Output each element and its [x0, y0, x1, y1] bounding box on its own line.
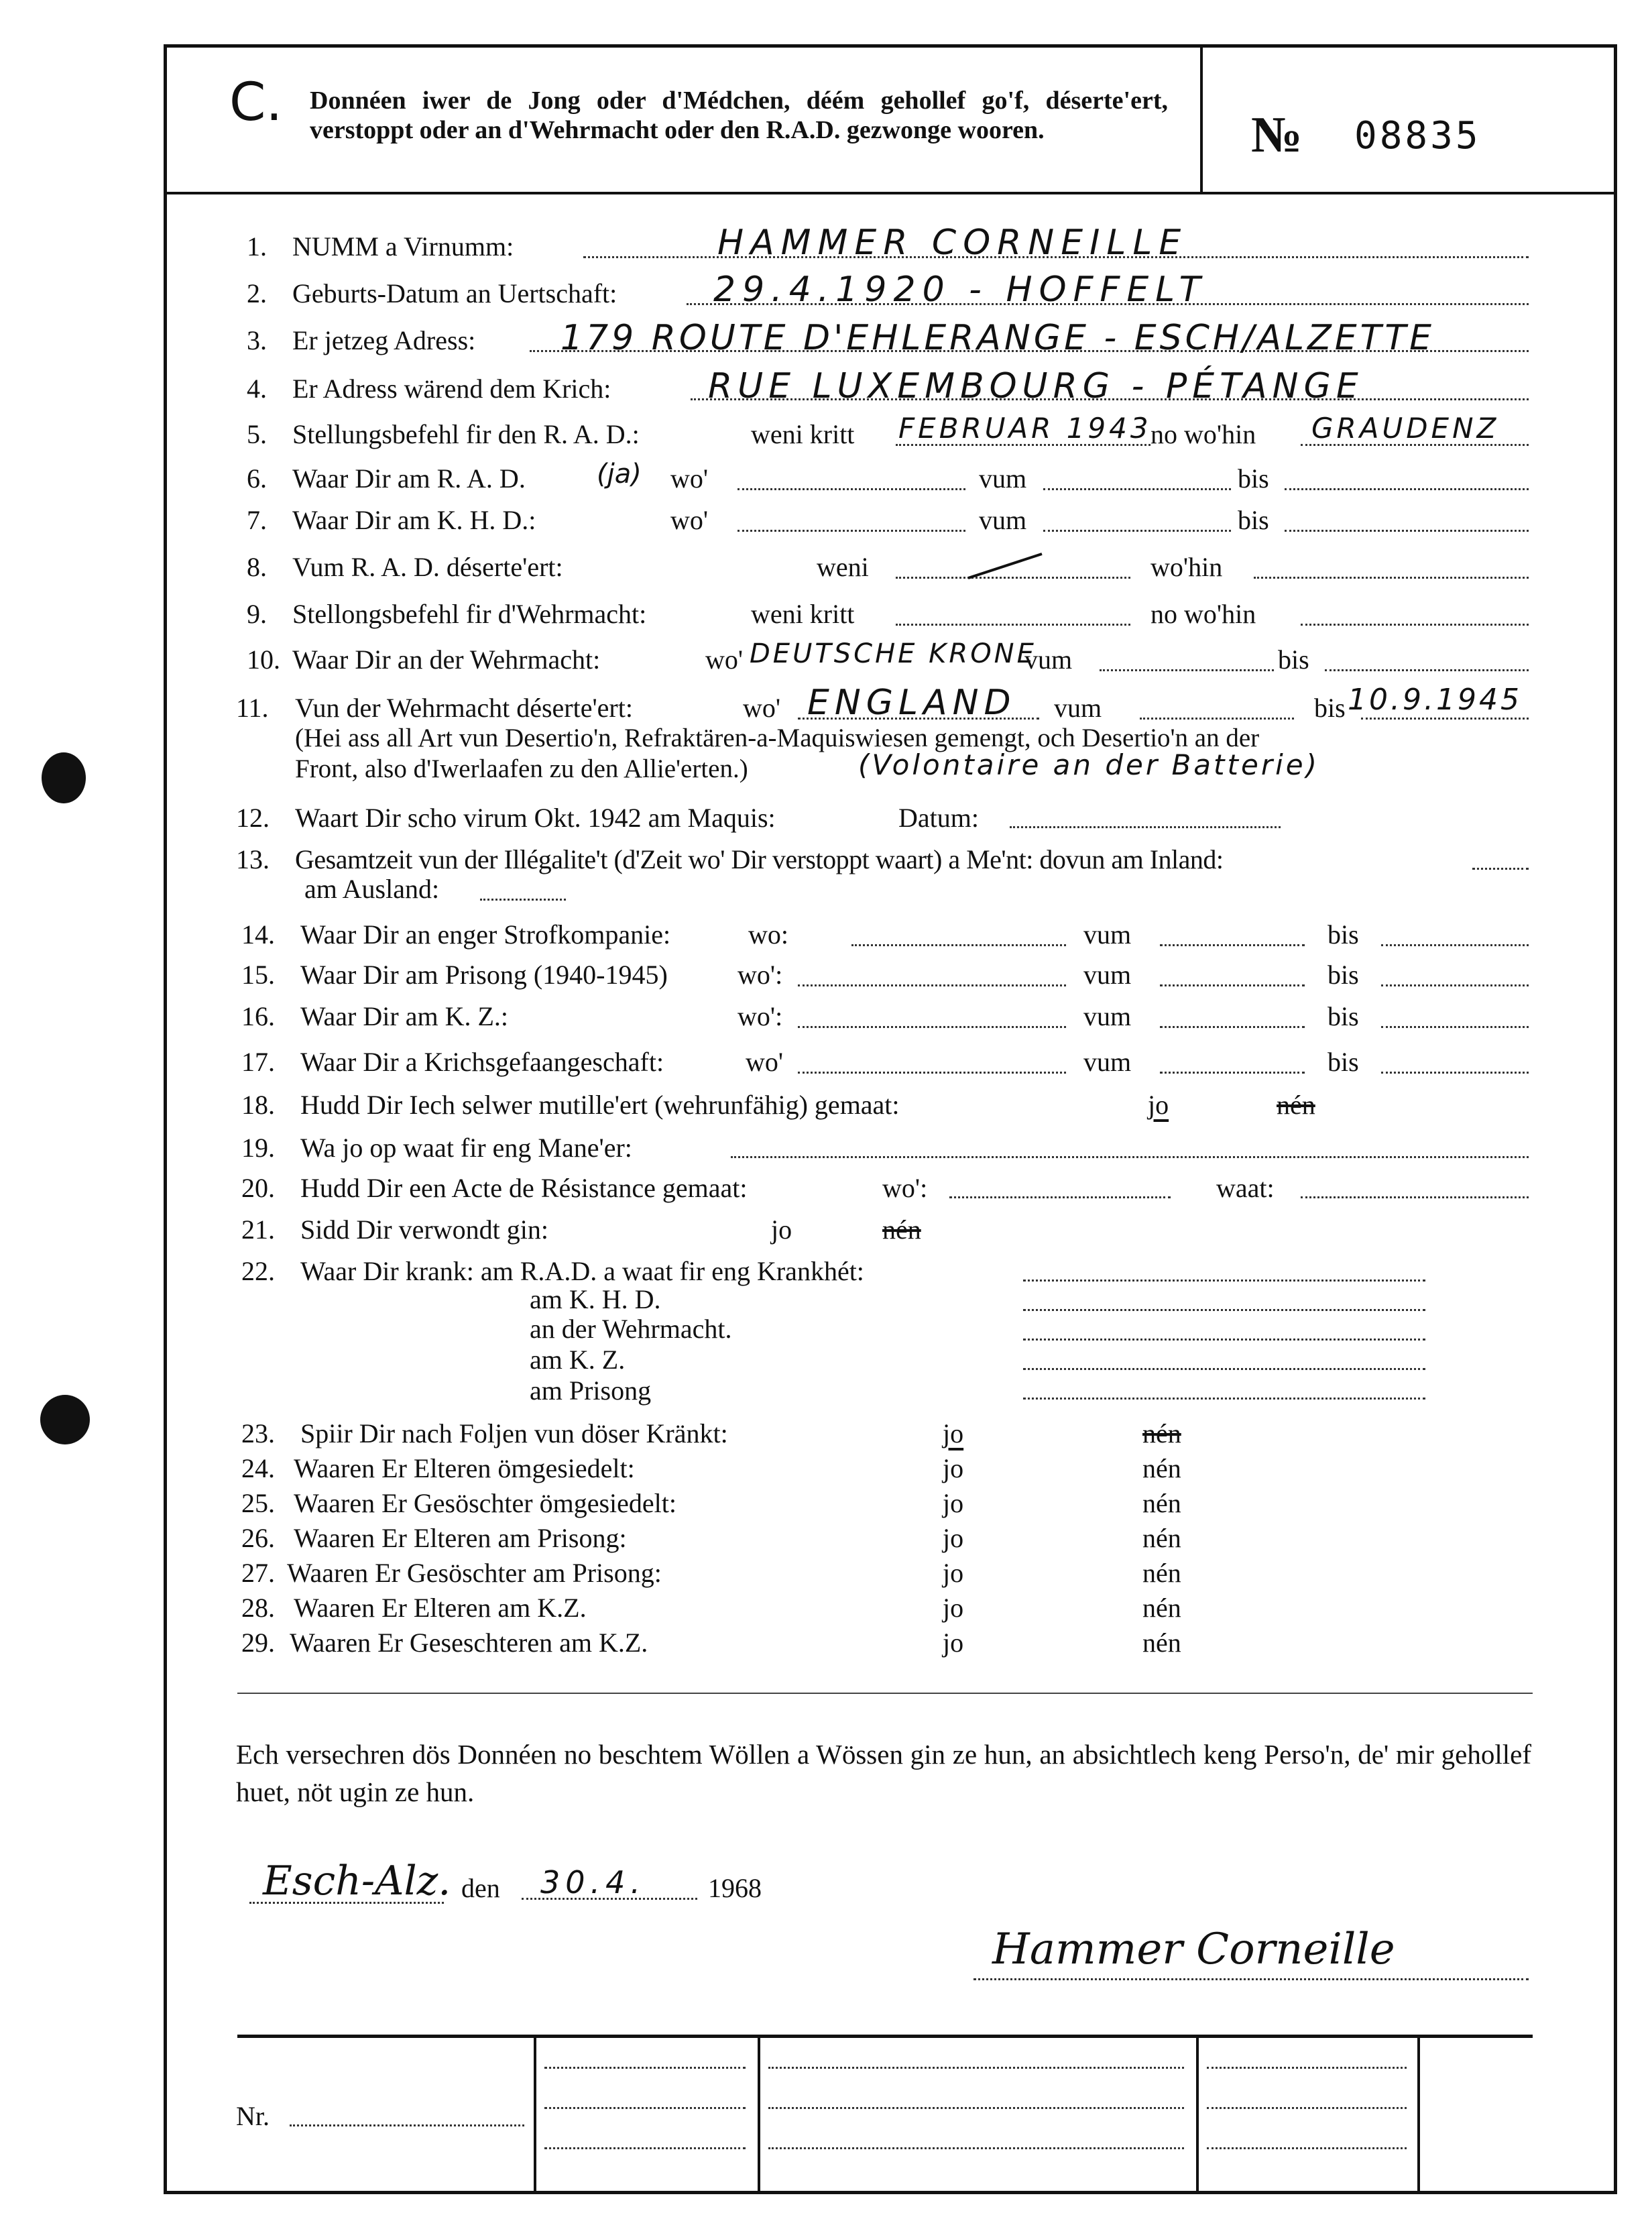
row-1-num: 1. — [247, 231, 267, 262]
row-7-wo: wo' — [670, 505, 709, 535]
row-9-weni: weni kritt — [751, 599, 855, 629]
row-25-num: 25. — [241, 1488, 275, 1518]
row-3-num: 3. — [247, 325, 267, 355]
row-16-num: 16. — [241, 1001, 275, 1031]
row-19-line — [731, 1156, 1529, 1158]
row-11-label: Vun der Wehrmacht déserte'ert: — [295, 693, 633, 723]
row-1-label: NUMM a Virnumm: — [292, 231, 514, 262]
row-29-label: Waaren Er Geseschteren am K.Z. — [290, 1628, 648, 1658]
footer-cell-a1 — [544, 2067, 746, 2069]
row-6-wo: wo' — [670, 463, 709, 494]
footer-cell-a2 — [544, 2107, 746, 2109]
footer-nr-label: Nr. — [236, 2101, 270, 2131]
row-22-sub-1: am K. H. D. — [530, 1284, 661, 1314]
row-7-bis: bis — [1238, 505, 1269, 535]
signature-line — [973, 1978, 1529, 1980]
row-4-value[interactable]: RUE LUXEMBOURG - PÉTANGE — [708, 366, 1364, 406]
row-10-bis-line — [1325, 669, 1529, 671]
row-14-wo-line — [851, 944, 1066, 946]
row-11-note-1: (Hei ass all Art vun Desertio'n, Refraktären-a-Maquiswiesen gemengt, och Desertio'n an der — [295, 724, 1260, 752]
row-13-inland-line — [1472, 868, 1529, 870]
row-14-vum: vum — [1083, 919, 1132, 950]
punch-hole-bottom — [40, 1395, 90, 1444]
footer-cell-b2 — [768, 2107, 1184, 2109]
den-label: den — [461, 1873, 500, 1903]
row-2-label: Geburts-Datum an Uertschaft: — [292, 278, 617, 308]
row-10-vum: vum — [1024, 644, 1073, 675]
row-14-label: Waar Dir an enger Strofkompanie: — [300, 919, 671, 950]
row-23-label: Spiir Dir nach Foljen vun döser Kränkt: — [300, 1418, 728, 1448]
declaration-text: Ech versechren dös Donnéen no beschtem Wöllen a Wössen gin ze hun, an absichtlech keng Perso'n, de' mir gehollef huet, nöt ugin ze hun. — [236, 1739, 1531, 1807]
row-22-num: 22. — [241, 1256, 275, 1286]
row-19-num: 19. — [241, 1133, 275, 1163]
row-12-line — [1010, 826, 1281, 828]
row-2-num: 2. — [247, 278, 267, 308]
row-14-num: 14. — [241, 919, 275, 950]
row-26-label: Waaren Er Elteren am Prisong: — [294, 1523, 627, 1553]
row-6-bis-line — [1285, 488, 1529, 490]
declaration-separator — [237, 1693, 1533, 1694]
row-23-jo[interactable]: jo — [943, 1418, 964, 1448]
row-29-jo[interactable]: jo — [943, 1628, 964, 1658]
row-6-num: 6. — [247, 463, 267, 494]
row-27-label: Waaren Er Gesöschter am Prisong: — [287, 1558, 662, 1588]
row-11-note-2: Front, also d'Iwerlaafen zu den Allie'erten.) — [295, 754, 748, 783]
row-10-wo: wo' — [705, 644, 744, 675]
punch-hole-top — [42, 752, 86, 803]
row-17-vum: vum — [1083, 1047, 1132, 1077]
row-11-num: 11. — [236, 693, 269, 723]
place-line — [249, 1902, 444, 1904]
row-11-value[interactable]: ENGLAND — [807, 683, 1016, 723]
row-24-num: 24. — [241, 1453, 275, 1483]
row-6-vum: vum — [979, 463, 1027, 494]
row-9-wohin: no wo'hin — [1150, 599, 1256, 629]
row-24-jo[interactable]: jo — [943, 1453, 964, 1483]
row-9-wohin-line — [1301, 624, 1529, 626]
row-26-jo[interactable]: jo — [943, 1523, 964, 1553]
footer-col-3 — [1196, 2035, 1199, 2194]
row-11-wo: wo' — [743, 693, 781, 723]
row-22-line-1 — [1023, 1279, 1425, 1282]
row-3-label: Er jetzeg Adress: — [292, 325, 476, 355]
row-15-wo-line — [798, 984, 1066, 986]
number-sign: № — [1251, 107, 1303, 163]
row-7-wo-line — [738, 530, 965, 532]
row-6-mark[interactable]: (ja) — [597, 459, 642, 490]
row-25-jo[interactable]: jo — [943, 1488, 964, 1518]
row-27-nen[interactable]: nén — [1142, 1558, 1181, 1588]
row-15-vum: vum — [1083, 960, 1132, 990]
row-25-label: Waaren Er Gesöschter ömgesiedelt: — [294, 1488, 676, 1518]
row-15-num: 15. — [241, 960, 275, 990]
row-22-sub-3: am K. Z. — [530, 1345, 626, 1375]
row-5-where-value[interactable]: GRAUDENZ — [1311, 412, 1500, 445]
row-16-wo: wo': — [738, 1001, 783, 1031]
row-10-label: Waar Dir an der Wehrmacht: — [292, 644, 601, 675]
footer-col-1 — [534, 2035, 536, 2194]
row-27-num: 27. — [241, 1558, 275, 1588]
form-number: 08835 — [1354, 114, 1481, 158]
row-3-value[interactable]: 179 ROUTE D'EHLERANGE - ESCH/ALZETTE — [560, 318, 1435, 358]
row-18-nen[interactable]: nén — [1277, 1090, 1315, 1120]
row-9-label: Stellongsbefehl fir d'Wehrmacht: — [292, 599, 647, 629]
row-28-jo[interactable]: jo — [943, 1593, 964, 1623]
row-11-vum-line — [1140, 718, 1294, 720]
row-15-bis-line — [1381, 984, 1529, 986]
footer-cell-b1 — [768, 2067, 1184, 2069]
row-13-num: 13. — [236, 844, 270, 874]
row-15-vum-line — [1160, 984, 1305, 986]
row-21-num: 21. — [241, 1214, 275, 1245]
row-6-wo-line — [738, 488, 965, 490]
row-10-bis: bis — [1278, 644, 1309, 675]
row-20-waat-line — [1301, 1196, 1529, 1198]
row-28-nen[interactable]: nén — [1142, 1593, 1181, 1623]
row-17-bis: bis — [1328, 1047, 1359, 1077]
row-11-vum: vum — [1054, 693, 1102, 723]
row-11-bis: bis — [1314, 693, 1346, 723]
row-16-bis-line — [1381, 1026, 1529, 1028]
row-17-label: Waar Dir a Krichsgefaangeschaft: — [300, 1047, 664, 1077]
row-6-label: Waar Dir am R. A. D. — [292, 463, 526, 494]
row-13-label-2: am Ausland: — [304, 874, 440, 904]
row-18-jo[interactable]: jo — [1148, 1090, 1169, 1120]
row-5-when-label: weni kritt — [751, 419, 855, 449]
row-20-wo-line — [949, 1196, 1171, 1198]
row-20-label: Hudd Dir een Acte de Résistance gemaat: — [300, 1173, 748, 1203]
footer-cell-c2 — [1207, 2107, 1407, 2109]
row-25-nen[interactable]: nén — [1142, 1488, 1181, 1518]
row-13-label: Gesamtzeit vun der Illégalite't (d'Zeit wo' Dir verstoppt waart) a Me'nt: dovun am Inland: — [295, 844, 1224, 874]
row-6-vum-line — [1043, 488, 1231, 490]
row-5-label: Stellungsbefehl fir den R. A. D.: — [292, 419, 640, 449]
row-12-datum: Datum: — [898, 803, 979, 833]
row-13-ausland-line — [480, 899, 566, 901]
row-11-note-handwritten[interactable]: (Volontaire an der Batterie) — [858, 748, 1319, 781]
row-22-line-2 — [1023, 1309, 1425, 1311]
row-5-num: 5. — [247, 419, 267, 449]
row-5-when-value[interactable]: FEBRUAR 1943 — [898, 412, 1152, 445]
row-7-bis-line — [1285, 530, 1529, 532]
row-7-num: 7. — [247, 505, 267, 535]
row-14-bis: bis — [1328, 919, 1359, 950]
section-letter: C. — [229, 72, 283, 133]
row-29-nen[interactable]: nén — [1142, 1628, 1181, 1658]
row-14-wo: wo: — [748, 919, 788, 950]
row-5-where-label: no wo'hin — [1150, 419, 1256, 449]
row-17-num: 17. — [241, 1047, 275, 1077]
row-17-wo: wo' — [746, 1047, 784, 1077]
row-22-sub-2: an der Wehrmacht. — [530, 1314, 732, 1344]
row-11-bis-line — [1361, 718, 1529, 720]
row-8-weni: weni — [817, 552, 869, 582]
row-22-sub-4: am Prisong — [530, 1375, 652, 1406]
row-8-label: Vum R. A. D. déserte'ert: — [292, 552, 563, 582]
place-value[interactable]: Esch-Alz. — [263, 1858, 451, 1904]
header-divider — [164, 192, 1617, 194]
row-8-wohin: wo'hin — [1150, 552, 1223, 582]
row-27-jo[interactable]: jo — [943, 1558, 964, 1588]
row-28-num: 28. — [241, 1593, 275, 1623]
row-16-bis: bis — [1328, 1001, 1359, 1031]
row-17-bis-line — [1381, 1072, 1529, 1074]
footer-cell-c1 — [1207, 2067, 1407, 2069]
row-10-vum-line — [1100, 669, 1274, 671]
footer-cell-b3 — [768, 2147, 1184, 2149]
row-21-label: Sidd Dir verwondt gin: — [300, 1214, 548, 1245]
footer-cell-c3 — [1207, 2147, 1407, 2149]
row-24-nen[interactable]: nén — [1142, 1453, 1181, 1483]
row-28-label: Waaren Er Elteren am K.Z. — [294, 1593, 587, 1623]
row-18-num: 18. — [241, 1090, 275, 1120]
row-10-num: 10. — [247, 644, 280, 675]
row-26-nen[interactable]: nén — [1142, 1523, 1181, 1553]
row-23-nen[interactable]: nén — [1142, 1418, 1181, 1448]
date-value[interactable]: 30.4. — [540, 1864, 646, 1900]
signature[interactable]: Hammer Corneille — [992, 1925, 1395, 1974]
footer-top-rule — [237, 2035, 1533, 2038]
row-22-line-3 — [1023, 1339, 1425, 1341]
row-16-label: Waar Dir am K. Z.: — [300, 1001, 508, 1031]
row-22-line-4 — [1023, 1368, 1425, 1370]
row-15-bis: bis — [1328, 960, 1359, 990]
row-7-vum-line — [1043, 530, 1231, 532]
row-8-dash-stroke — [965, 549, 1046, 582]
row-21-jo[interactable]: jo — [771, 1214, 792, 1245]
row-20-wo: wo': — [882, 1173, 928, 1203]
row-22-label: Waar Dir krank: am R.A.D. a waat fir eng Krankhét: — [300, 1256, 864, 1286]
row-10-value[interactable]: DEUTSCHE KRONE — [750, 638, 1037, 669]
row-7-vum: vum — [979, 505, 1027, 535]
footer-col-4 — [1417, 2035, 1420, 2194]
footer-col-2 — [758, 2035, 760, 2194]
row-15-label: Waar Dir am Prisong (1940-1945) — [300, 960, 668, 990]
row-11-bis-value[interactable]: 10.9.1945 — [1348, 683, 1522, 717]
row-8-wohin-line — [1254, 577, 1529, 579]
row-22-line-5 — [1023, 1398, 1425, 1400]
row-14-bis-line — [1381, 944, 1529, 946]
year-label: 1968 — [708, 1873, 762, 1903]
row-17-vum-line — [1160, 1072, 1305, 1074]
row-8-num: 8. — [247, 552, 267, 582]
row-14-vum-line — [1160, 944, 1305, 946]
row-26-num: 26. — [241, 1523, 275, 1553]
row-16-vum-line — [1160, 1026, 1305, 1028]
row-20-waat: waat: — [1216, 1173, 1275, 1203]
row-9-weni-line — [896, 624, 1130, 626]
row-12-label: Waart Dir scho virum Okt. 1942 am Maquis: — [295, 803, 776, 833]
row-16-vum: vum — [1083, 1001, 1132, 1031]
row-7-label: Waar Dir am K. H. D.: — [292, 505, 536, 535]
header-vertical-divider — [1200, 44, 1203, 193]
row-24-label: Waaren Er Elteren ömgesiedelt: — [294, 1453, 635, 1483]
row-15-wo: wo': — [738, 960, 783, 990]
row-4-label: Er Adress wärend dem Krich: — [292, 374, 611, 404]
header-description: Donnéen iwer de Jong oder d'Médchen, déém gehollef go'f, déserte'ert, verstoppt oder an d'Wehrmacht oder den R.A.D. gezwonge wooren. — [310, 87, 1168, 144]
row-19-label: Wa jo op waat fir eng Mane'er: — [300, 1133, 632, 1163]
row-18-label: Hudd Dir Iech selwer mutille'ert (wehrunfähig) gemaat: — [300, 1090, 900, 1120]
row-12-num: 12. — [236, 803, 270, 833]
row-1-value[interactable]: HAMMER CORNEILLE — [717, 223, 1188, 263]
row-23-num: 23. — [241, 1418, 275, 1448]
row-16-wo-line — [798, 1026, 1066, 1028]
row-4-num: 4. — [247, 374, 267, 404]
row-21-nen[interactable]: nén — [882, 1214, 921, 1245]
row-29-num: 29. — [241, 1628, 275, 1658]
footer-cell-a3 — [544, 2147, 746, 2149]
row-9-num: 9. — [247, 599, 267, 629]
row-17-wo-line — [798, 1072, 1066, 1074]
row-20-num: 20. — [241, 1173, 275, 1203]
row-2-value[interactable]: 29.4.1920 - HOFFELT — [713, 270, 1207, 310]
footer-nr-line — [290, 2124, 524, 2126]
row-6-bis: bis — [1238, 463, 1269, 494]
